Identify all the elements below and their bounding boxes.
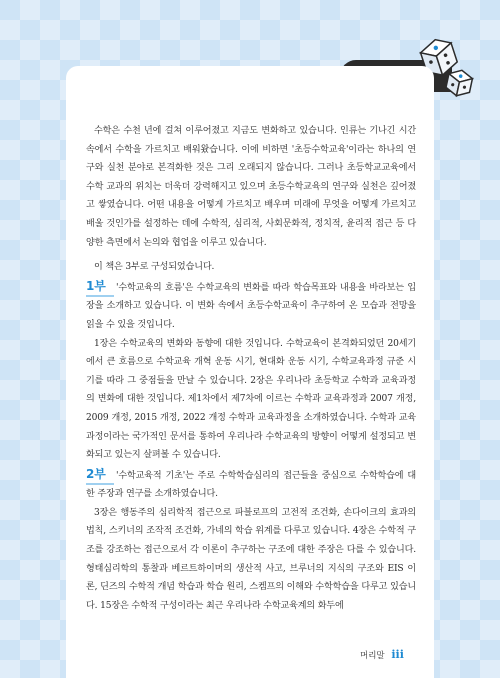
part-2-text: '수학교육적 기초'는 주로 수학학습심리의 접근들을 중심으로 수학학습에 대한 주장과 연구를 소개하였습니다. xyxy=(86,470,416,500)
preface-body xyxy=(86,122,416,615)
paragraph-chapters-3-5: 3장은 행동주의 심리학적 접근으로 파블로프의 고전적 조건화, 손다이크의 효과의 법칙, 스키너의 조작적 조건화, 가네의 학습 위계를 다루고 있습니다. 4장은 수학적 구조를 강조하는 접근으로서 각 이론이 추구하는 구조에 대한 주장은 다를 수 있습니다. 형태심리학의 통찰과 베르트하이머의 생산적 사고, 브루너의 지식의 구조와 EIS 이론, 딘즈의 수학적 개념 학습과 학습 원리, 스켐프의 이해와 수학학습을 다루고 있습니다. 15장은 수학적 구성이라는 최근 우리나라 수학교육계의 화두에 xyxy=(86,507,416,611)
part-1-paragraph xyxy=(86,277,416,335)
part-2-label: 2부 xyxy=(86,465,116,484)
paragraph-chapters-1-2: 1장은 수학교육의 변화와 동향에 대한 것입니다. 수학교육이 본격화되었던 20세기에서 큰 흐름으로 수학교육 개혁 운동 시기, 현대화 운동 시기, 수학교육과정 규준 시기를 따라 그 중점들을 만날 수 있습니다. 2장은 우리나라 초등학교 수학과 교육과정의 변화에 대한 것입니다. 제1차에서 제7차에 이르는 수학과 교육과정과 2007 개정, 2009 개정, 2015 개정, 2022 개정 수학과 교육과정을 소개하였습니다. 수학과 교육과정이라는 국가적인 문서를 통하여 우리나라 수학교육의 방향이 어떻게 설정되고 변화되고 있는지 살펴볼 수 있습니다. xyxy=(86,338,416,461)
part-1-text: '수학교육의 흐름'은 수학교육의 변화를 따라 학습목표와 내용을 바라보는 입장을 소개하고 있습니다. 이 변화 속에서 초등수학교육이 추구하여 온 모습과 전망을 읽을 수 있을 것입니다. xyxy=(86,282,416,330)
page-footer xyxy=(360,648,404,661)
paragraph-intro: 수학은 수천 년에 걸쳐 이루어졌고 지금도 변화하고 있습니다. 인류는 기나긴 시간 속에서 수학을 가르치고 배워왔습니다. 이에 비하면 '초등수학교육'이라는 하나의 연구와 실천 분야로 본격화한 것은 그리 오래되지 않습니다. 그러나 초등학교교육에서 수학 교과의 위치는 더욱더 강력해지고 있으며 초등수학교육의 연구와 실천은 깊어졌고 쌓였습니다. 어떤 내용을 어떻게 가르치고 배우며 미래에 무엇을 어떻게 가르치고 배울 것인가를 설정하는 데에 수학적, 심리적, 사회문화적, 정치적, 윤리적 접근 등 다양한 측면에서 논의와 협업을 이루고 있습니다. xyxy=(86,126,416,248)
page-number: iii xyxy=(391,648,404,661)
paragraph-structure: 이 책은 3부로 구성되었습니다. xyxy=(94,262,215,273)
footer-label: 머리말 xyxy=(360,651,385,661)
part-2-paragraph xyxy=(86,465,416,504)
part-1-label: 1부 xyxy=(86,277,116,296)
